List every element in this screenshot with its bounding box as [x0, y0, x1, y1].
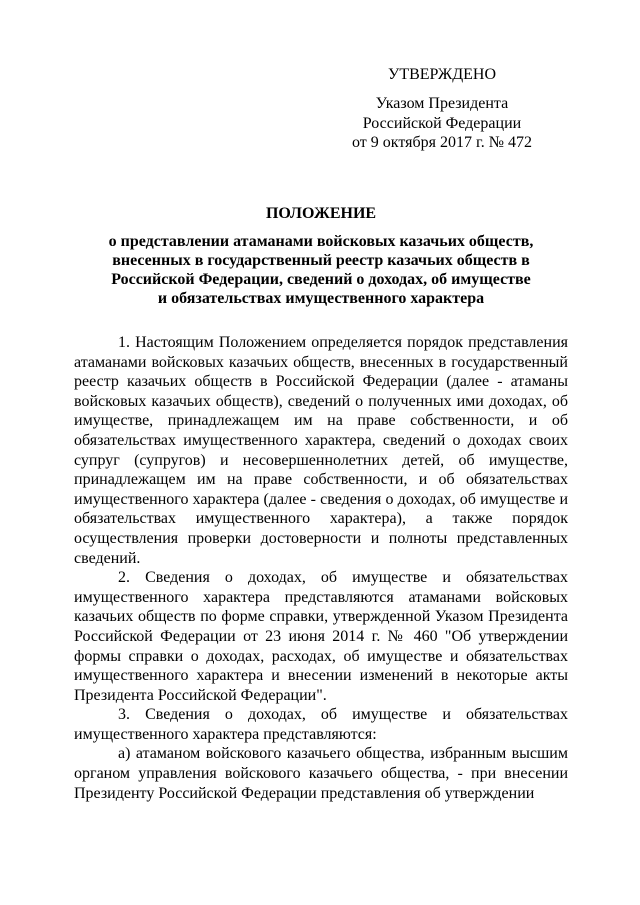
paragraph-1: 1. Настоящим Положением определяется порядок представления атаманами войсковых казачьих обществ, внесенных в государственный реестр казачьих обществ в Российской Федерации (далее - атаманы войсковых казачьих обществ), сведений о полученных ими доходах, об имуществе, принадлежащем им на праве собственности, и об обязательствах имущественного характера, сведений о доходах своих супруг (супругов) и несовершеннолетних детей, об имуществе, принадлежащем им на праве собственности, и об обязательствах имущественного характера (далее - сведения о доходах, об имуществе и обязательствах имущественного характера), а также порядок осуществления проверки достоверности и полноты представленных сведений. [74, 334, 568, 567]
approval-line-2: Российской Федерации [362, 115, 522, 132]
paragraph-2: 2. Сведения о доходах, об имуществе и обязательствах имущественного характера представляются атаманами войсковых казачьих обществ по форме справки, утвержденной Указом Президента Российской Федерации от 23 июня 2014 г. № 460 "Об утверждении формы справки о доходах, расходах, об имуществе и обязательствах имущественного характера и внесении изменений в некоторые акты Президента Российской Федерации". [74, 569, 568, 704]
title-line-1: о представлении атаманами войсковых казачьих обществ, [108, 233, 534, 250]
title-line-4: и обязательствах имущественного характера [157, 290, 485, 307]
approval-label: УТВЕРЖДЕНО [387, 66, 496, 83]
paragraph-3a: а) атаманом войскового казачьего общества, избранным высшим органом управления войскового казачьего общества, - при внесении Президенту Российской Федерации представления об утверждении [74, 745, 568, 802]
paragraph-3: 3. Сведения о доходах, об имуществе и обязательствах имущественного характера представляются: [74, 706, 568, 743]
approval-line-1: Указом Президента [375, 95, 509, 112]
title-heading: ПОЛОЖЕНИЕ [265, 205, 377, 222]
title-line-3: Российской Федерации, сведений о доходах, об имуществе [111, 271, 531, 288]
approval-line-3: от 9 октября 2017 г. № 472 [351, 134, 532, 151]
document-body [74, 333, 568, 803]
title-line-2: внесенных в государственный реестр казачьих обществ в [112, 252, 530, 269]
